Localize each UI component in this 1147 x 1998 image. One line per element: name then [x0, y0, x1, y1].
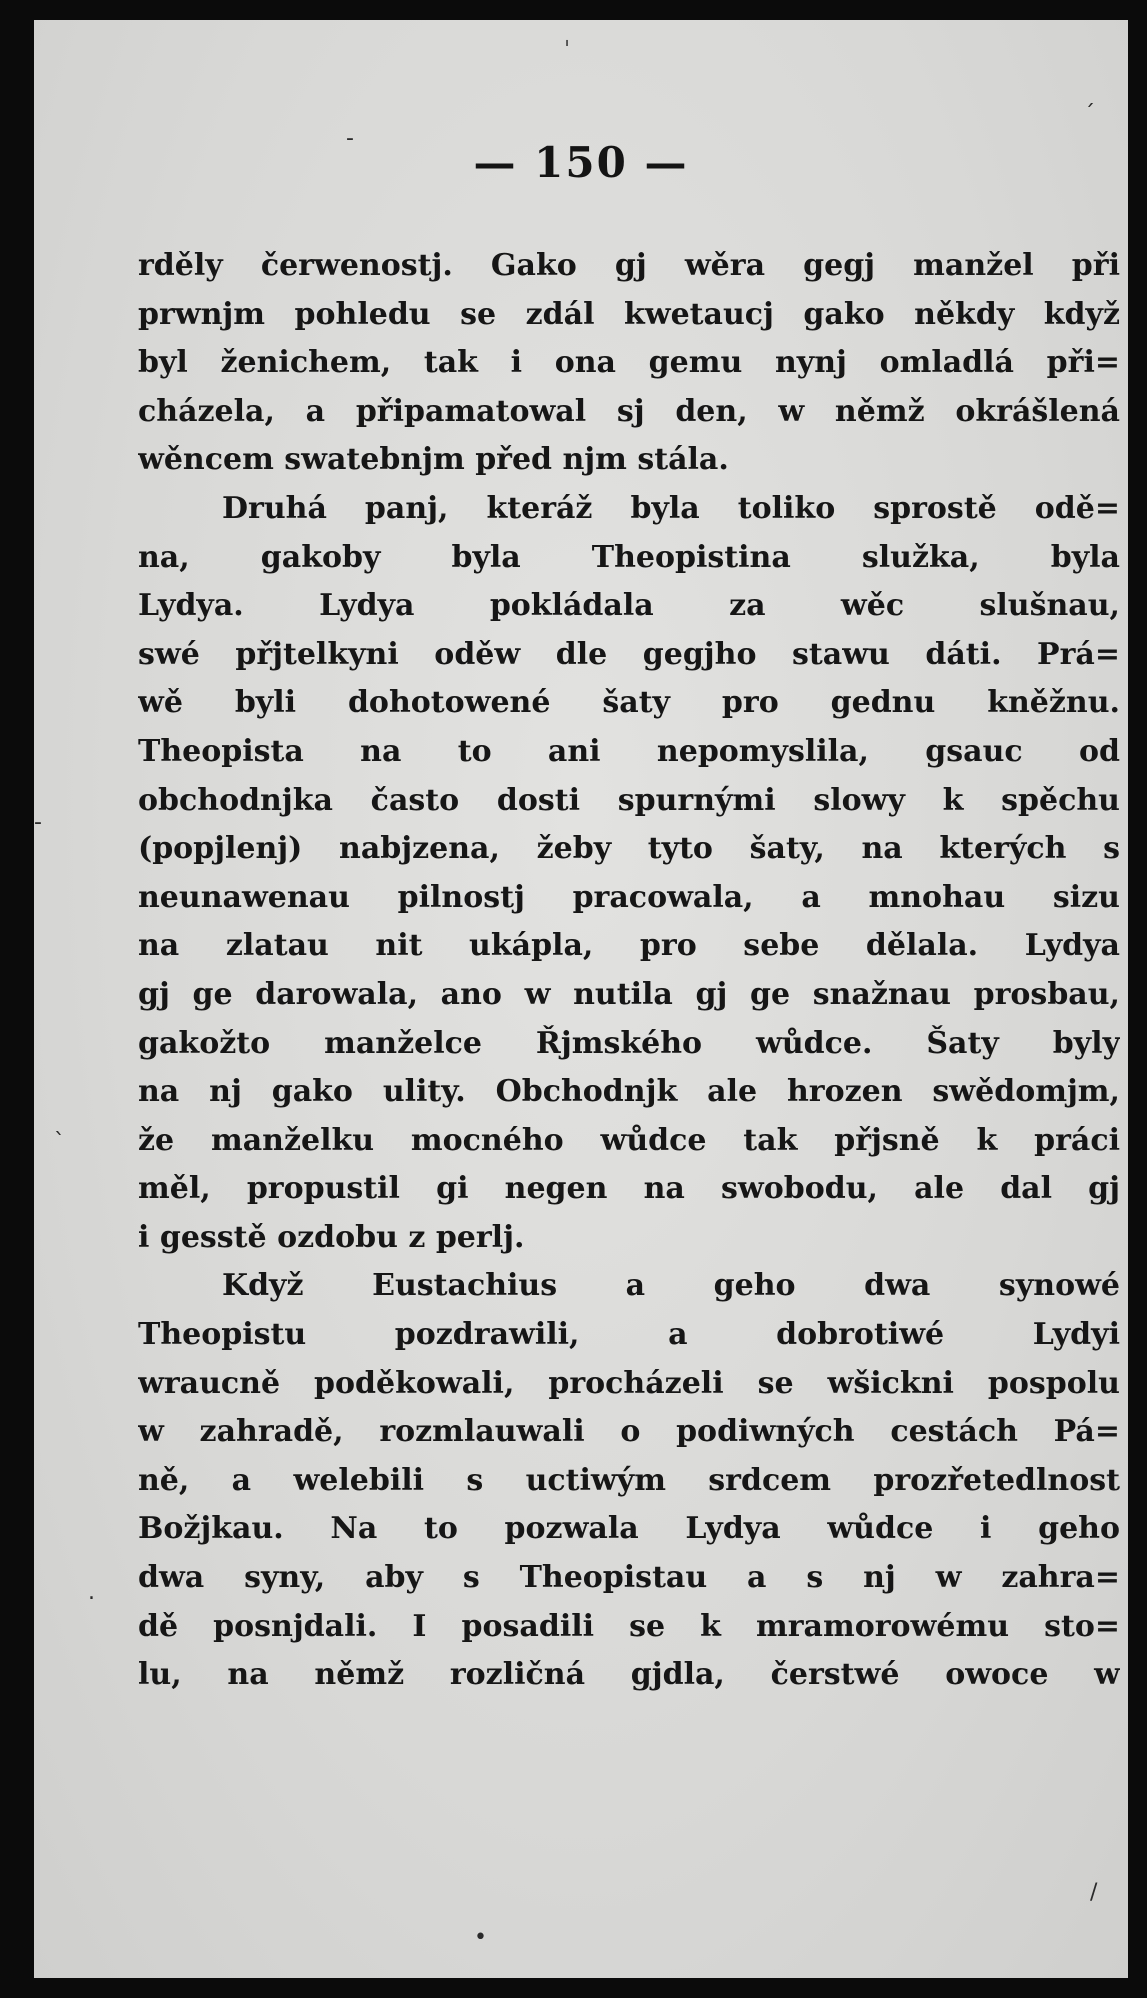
paper-speck: -: [346, 126, 354, 151]
text-line: gakožto manželce Řjmského wůdce. Šaty byly: [138, 1025, 1120, 1061]
text-line: Druhá panj, kteráž byla toliko sprostě odě=: [222, 490, 1120, 526]
text-line: Theopistu pozdrawili, a dobrotiwé Lydyi: [138, 1317, 1120, 1353]
text-line: dwa syny, aby s Theopistau a s nj w zahra=: [138, 1560, 1120, 1596]
text-line: byl ženichem, tak i ona gemu nynj omladlá při=: [138, 345, 1120, 381]
text-line: Lydya. Lydya pokládala za wěc slušnau,: [138, 588, 1120, 624]
book-page: [34, 20, 1128, 1978]
paper-speck: ˋ: [54, 1130, 65, 1155]
paper-speck: ´: [1084, 102, 1095, 127]
text-line: lu, na němž rozličná gjdla, čerstwé owoce w: [138, 1657, 1120, 1693]
text-line: Theopista na to ani nepomyslila, gsauc od: [138, 733, 1120, 769]
text-line: swé přjtelkyni oděw dle gegjho stawu dáti. Prá=: [138, 636, 1120, 672]
page-number: — 150 —: [473, 138, 689, 187]
text-line: cházela, a připamatowal sj den, w němž okrášlená: [138, 393, 1120, 429]
text-line: prwnjm pohledu se zdál kwetaucj gako někdy když: [138, 296, 1120, 332]
body-text: [138, 242, 1120, 1700]
paper-speck: /: [1090, 1880, 1098, 1905]
text-line: že manželku mocného wůdce tak přjsně k práci: [138, 1122, 1120, 1158]
text-line: ně, a welebili s uctiwým srdcem prozřetedlnost: [138, 1462, 1120, 1498]
text-line: wraucně poděkowali, procházeli se wšickni pospolu: [138, 1365, 1120, 1401]
text-line: Božjkau. Na to pozwala Lydya wůdce i geho: [138, 1511, 1120, 1547]
text-line: dě posnjdali. I posadili se k mramorowému sto=: [138, 1608, 1120, 1644]
text-line: na, gakoby byla Theopistina služka, byla: [138, 539, 1120, 575]
text-line: Když Eustachius a geho dwa synowé: [222, 1268, 1120, 1304]
text-line: wě byli dohotowené šaty pro gednu kněžnu.: [138, 685, 1120, 721]
paper-speck: -: [34, 810, 42, 835]
text-line: (popjlenj) nabjzena, žeby tyto šaty, na kterých s: [138, 831, 1120, 867]
text-line: obchodnjka často dosti spurnými slowy k spěchu: [138, 782, 1120, 818]
paper-speck: ˈ: [564, 38, 571, 63]
text-line: rděly čerwenostj. Gako gj wěra gegj manžel při: [138, 248, 1120, 283]
text-line: gj ge darowala, ano w nutila gj ge snažnau prosbau,: [138, 976, 1120, 1012]
paper-speck: .: [88, 1580, 95, 1605]
text-line: na zlatau nit ukápla, pro sebe dělala. Lydya: [138, 928, 1120, 964]
text-line: měl, propustil gi negen na swobodu, ale dal gj: [138, 1171, 1120, 1207]
paper-speck: •: [474, 1925, 487, 1950]
text-line: na nj gako ulity. Obchodnjk ale hrozen swědomjm,: [138, 1074, 1120, 1110]
text-line: i gesstě ozdobu z perlj.: [138, 1219, 525, 1255]
text-line: wěncem swatebnjm před njm stála.: [138, 442, 729, 478]
text-line: neunawenau pilnostj pracowala, a mnohau sizu: [138, 879, 1120, 915]
text-line: w zahradě, rozmlauwali o podiwných cestách Pá=: [138, 1414, 1120, 1450]
